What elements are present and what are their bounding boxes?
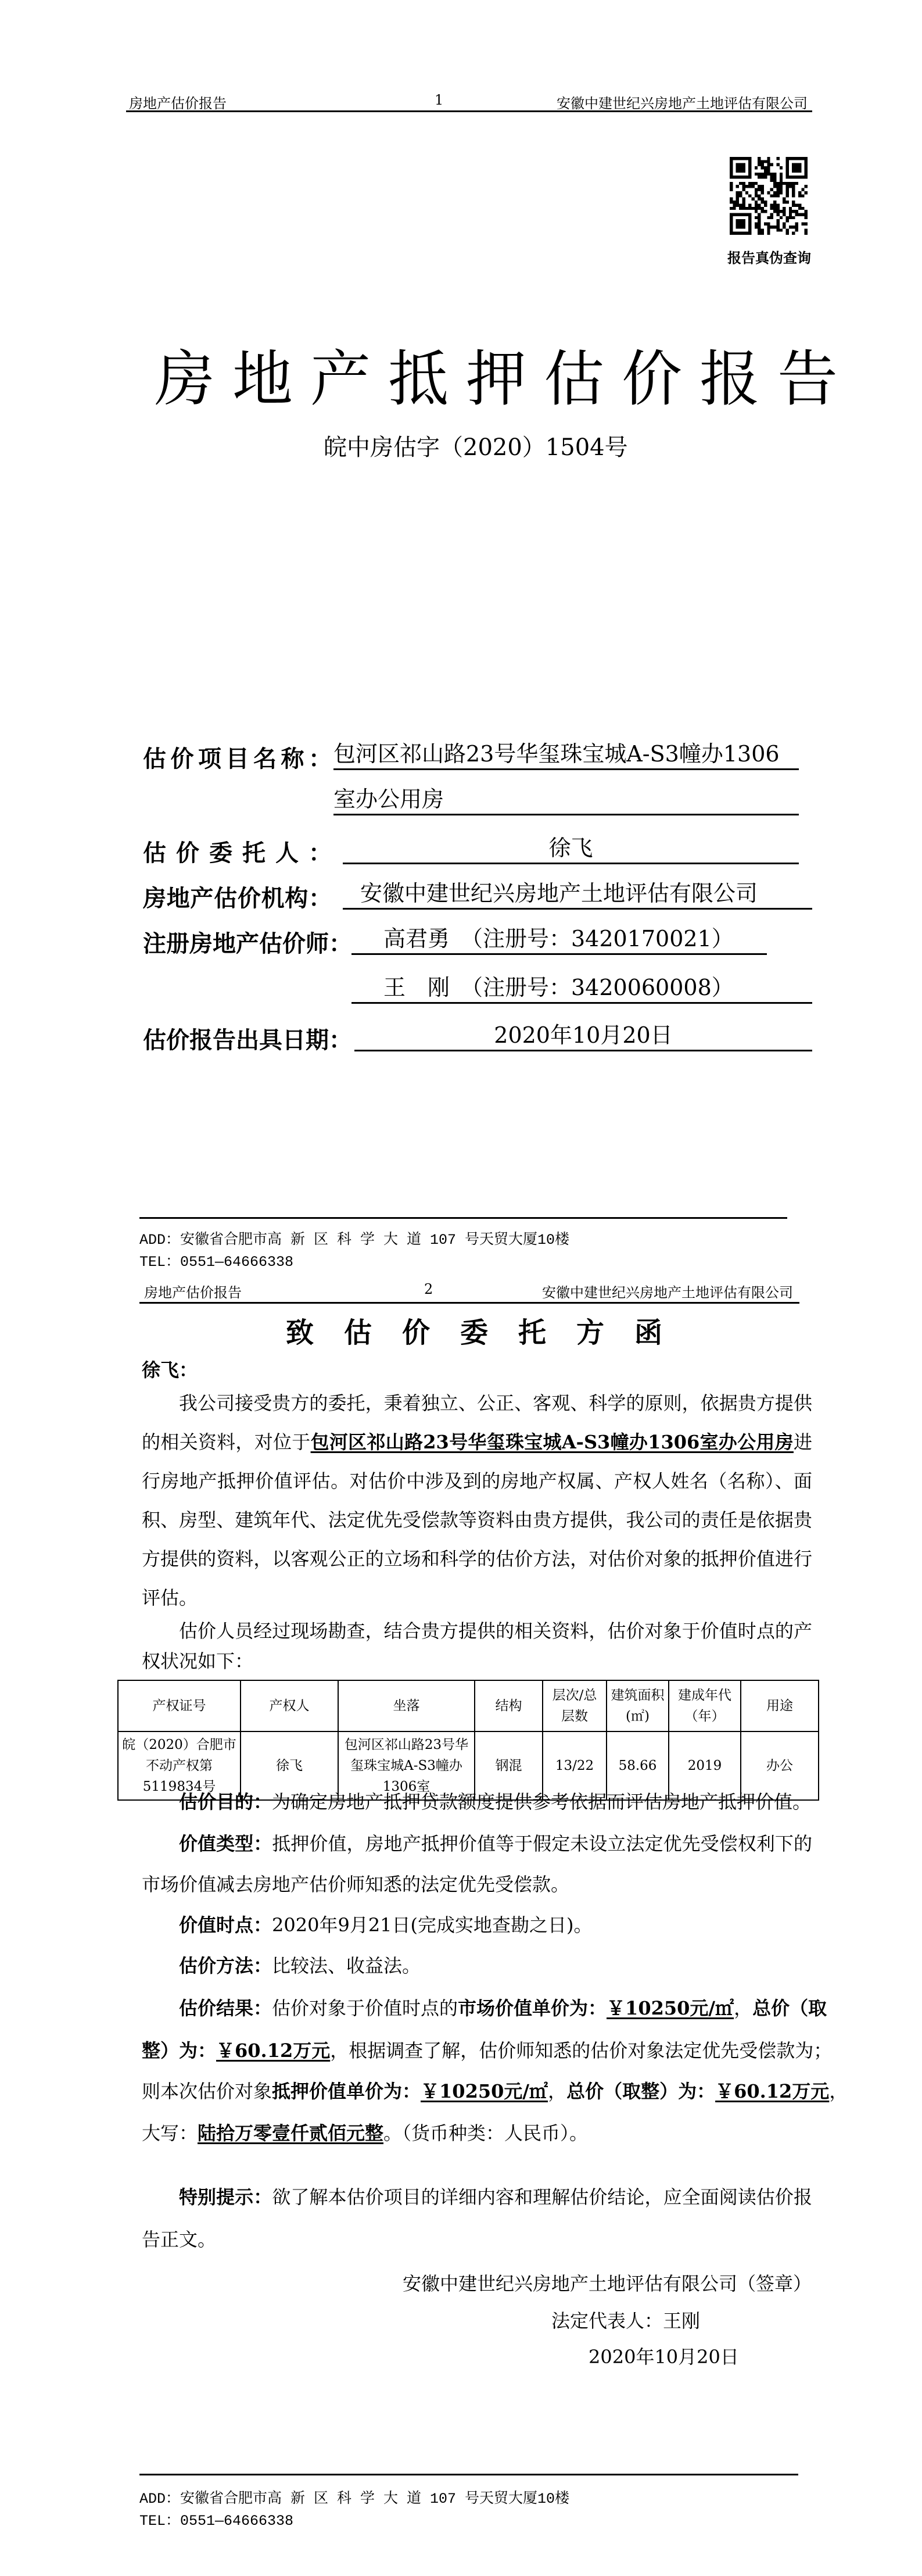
text-run: 为确定房地产抵押贷款额度提供参考依据而评估房地产抵押价值。 xyxy=(272,1791,812,1813)
floor-cell: 13/22 xyxy=(543,1731,607,1800)
property-table xyxy=(117,1680,819,1801)
body-text-line xyxy=(142,1507,812,1533)
column-header: 层次/总层数 xyxy=(543,1680,607,1731)
text-run: 进 xyxy=(793,1431,812,1453)
text-run: 大写： xyxy=(142,2122,198,2144)
underlined-value: ￥10250元/㎡ xyxy=(421,2080,548,2102)
report-number: 皖中房估字（2020）1504号 xyxy=(324,434,628,461)
text-run: 行房地产抵押价值评估。对估价中涉及到的房地产权属、产权人姓名（名称）、面 xyxy=(142,1470,812,1492)
agency-label: 房地产估价机构： xyxy=(143,885,332,912)
text-run: ， xyxy=(734,1997,753,2019)
underlined-value: 包河区祁山路23号华玺珠宝城A-S3幢办1306室办公用房 xyxy=(310,1431,794,1453)
column-header: 建筑面积(㎡) xyxy=(607,1680,669,1731)
underlined-value: ￥60.12万元 xyxy=(715,2080,830,2102)
footer-tel: TEL：0551—64666338 xyxy=(139,1254,294,1271)
body-text-line xyxy=(142,1831,812,1856)
header-company: 安徽中建世纪兴房地产土地评估有限公司 xyxy=(542,1285,793,1301)
header-page-number: 2 xyxy=(424,1281,433,1297)
footer-divider xyxy=(139,2474,798,2475)
underlined-value: 陆拾万零壹仟贰佰元整 xyxy=(198,2122,384,2144)
bold-label: 估价方法： xyxy=(179,1955,272,1977)
year-cell: 2019 xyxy=(669,1731,741,1800)
bold-label: 市场价值单价为： xyxy=(458,1997,607,2019)
footer-address: ADD：安徽省合肥市高 新 区 科 学 大 道 107 号天贸大厦10楼 xyxy=(139,1232,570,1248)
text-run: 评估。 xyxy=(142,1587,198,1609)
text-run: 我公司接受贵方的委托，秉着独立、公正、客观、科学的原则，依据贵方提供 xyxy=(179,1392,812,1414)
text-run: 。（货币种类：人民币）。 xyxy=(383,2122,589,2144)
project-name-label: 估价项目名称： xyxy=(143,746,332,772)
body-text-line xyxy=(142,1585,812,1611)
client-label: 估价委托人： xyxy=(143,840,332,867)
column-header: 建成年代（年） xyxy=(669,1680,741,1731)
column-header: 结构 xyxy=(475,1680,543,1731)
text-run: 欲了解本估价项目的详细内容和理解估价结论，应全面阅读估价报 xyxy=(272,2186,812,2208)
bold-label: 估价结果： xyxy=(179,1997,272,2019)
agency-value: 安徽中建世纪兴房地产土地评估有限公司 xyxy=(343,879,812,910)
location-cell: 包河区祁山路23号华玺珠宝城A-S3幢办1306室 xyxy=(338,1731,475,1800)
signature-date: 2020年10月20日 xyxy=(589,2346,739,2368)
signature-company: 安徽中建世纪兴房地产土地评估有限公司（签章） xyxy=(403,2273,812,2295)
header-left-title: 房地产估价报告 xyxy=(144,1285,242,1301)
body-text-line xyxy=(142,1953,812,1978)
body-text-line xyxy=(142,2078,848,2104)
footer-divider xyxy=(139,1217,787,1219)
text-run: 权状况如下： xyxy=(142,1650,254,1672)
client-value: 徐飞 xyxy=(343,833,799,864)
qr-caption: 报告真伪查询 xyxy=(727,250,811,266)
project-name-value: 包河区祁山路23号华玺珠宝城A-S3幢办1306 xyxy=(333,739,799,770)
text-run: 估价人员经过现场勘查，结合贵方提供的相关资料，估价对象于价值时点的产 xyxy=(179,1620,812,1642)
header-divider xyxy=(139,1302,799,1304)
text-run: 估价对象于价值时点的 xyxy=(272,1997,458,2019)
body-text-line xyxy=(142,1429,812,1455)
body-text-line xyxy=(142,1995,827,2021)
letter-salutation: 徐飞： xyxy=(142,1359,198,1381)
bold-label: 抵押价值单价为： xyxy=(272,2080,421,2102)
text-run: 抵押价值，房地产抵押价值等于假定未设立法定优先受偿权利下的 xyxy=(272,1833,812,1855)
footer-address: ADD：安徽省合肥市高 新 区 科 学 大 道 107 号天贸大厦10楼 xyxy=(139,2491,570,2507)
text-run: 2020年9月21日(完成实地查勘之日)。 xyxy=(272,1914,593,1936)
report-title: 房地产抵押估价报告 xyxy=(155,344,856,414)
body-text-line xyxy=(142,1546,812,1572)
header-page-number: 1 xyxy=(435,92,444,108)
underlined-value: ￥60.12万元 xyxy=(216,2040,331,2062)
report-date-label: 估价报告出具日期： xyxy=(143,1027,352,1054)
column-header: 产权人 xyxy=(241,1680,338,1731)
appraiser-2-value: 王 刚 （注册号：3420060008） xyxy=(351,973,812,1004)
text-run: 市场价值减去房地产估价师知悉的法定优先受偿款。 xyxy=(142,1873,570,1895)
text-run: 积、房型、建筑年代、法定优先受偿款等资料由贵方提供，我公司的责任是依据贵 xyxy=(142,1509,812,1531)
bold-label: 价值类型： xyxy=(179,1833,272,1855)
column-header: 用途 xyxy=(741,1680,819,1731)
body-text-line xyxy=(142,2038,833,2063)
body-text-line xyxy=(142,2120,812,2146)
structure-cell: 钢混 xyxy=(475,1731,543,1800)
text-run: 告正文。 xyxy=(142,2228,217,2251)
project-name-value-cont: 室办公用房 xyxy=(333,785,799,815)
text-run: 的相关资料，对位于 xyxy=(142,1431,311,1453)
body-text-line xyxy=(142,1390,812,1416)
bold-label: 估价目的： xyxy=(179,1791,272,1813)
appraiser-label: 注册房地产估价师： xyxy=(143,931,352,957)
header-divider xyxy=(126,110,812,112)
qr-code-icon[interactable] xyxy=(730,157,808,235)
body-text-line xyxy=(142,1618,812,1644)
signature-representative: 法定代表人：王刚 xyxy=(551,2310,701,2332)
cert-number-cell: 皖（2020）合肥市不动产权第5119834号 xyxy=(118,1731,241,1800)
table-header-row xyxy=(118,1680,819,1731)
text-run: 则本次估价对象 xyxy=(142,2080,272,2102)
footer-tel: TEL：0551—64666338 xyxy=(139,2513,294,2530)
body-text-line xyxy=(142,2227,812,2252)
header-company: 安徽中建世纪兴房地产土地评估有限公司 xyxy=(557,95,808,112)
column-header: 产权证号 xyxy=(118,1680,241,1731)
body-text-line xyxy=(142,1789,812,1815)
letter-title: 致估价委托方函 xyxy=(286,1316,693,1349)
body-text-line xyxy=(142,1872,812,1897)
underlined-value: ￥10250元/㎡ xyxy=(607,1997,734,2019)
bold-label: 特别提示： xyxy=(179,2186,272,2208)
report-date-value: 2020年10月20日 xyxy=(354,1021,812,1051)
text-run: 方提供的资料，以客观公正的立场和科学的估价方法，对估价对象的抵押价值进行 xyxy=(142,1548,812,1570)
body-text-line xyxy=(142,1648,812,1674)
usage-cell: 办公 xyxy=(741,1731,819,1800)
body-text-line xyxy=(142,1468,812,1494)
bold-label: 整）为： xyxy=(142,2040,217,2062)
body-text-line xyxy=(142,1912,812,1938)
bold-label: 总价（取 xyxy=(752,1997,827,2019)
owner-cell: 徐飞 xyxy=(241,1731,338,1800)
area-cell: 58.66 xyxy=(607,1731,669,1800)
appraiser-1-value: 高君勇 （注册号：3420170021） xyxy=(351,924,767,955)
bold-label: 总价（取整）为： xyxy=(566,2080,716,2102)
body-text-line xyxy=(142,2184,812,2210)
text-run: ，根据调查了解，估价师知悉的估价对象法定优先受偿款为； xyxy=(330,2040,833,2062)
text-run: ， xyxy=(548,2080,567,2102)
text-run: ， xyxy=(829,2080,848,2102)
header-left-title: 房地产估价报告 xyxy=(129,95,227,112)
text-run: 比较法、收益法。 xyxy=(272,1955,421,1977)
bold-label: 价值时点： xyxy=(179,1914,272,1936)
column-header: 坐落 xyxy=(338,1680,475,1731)
